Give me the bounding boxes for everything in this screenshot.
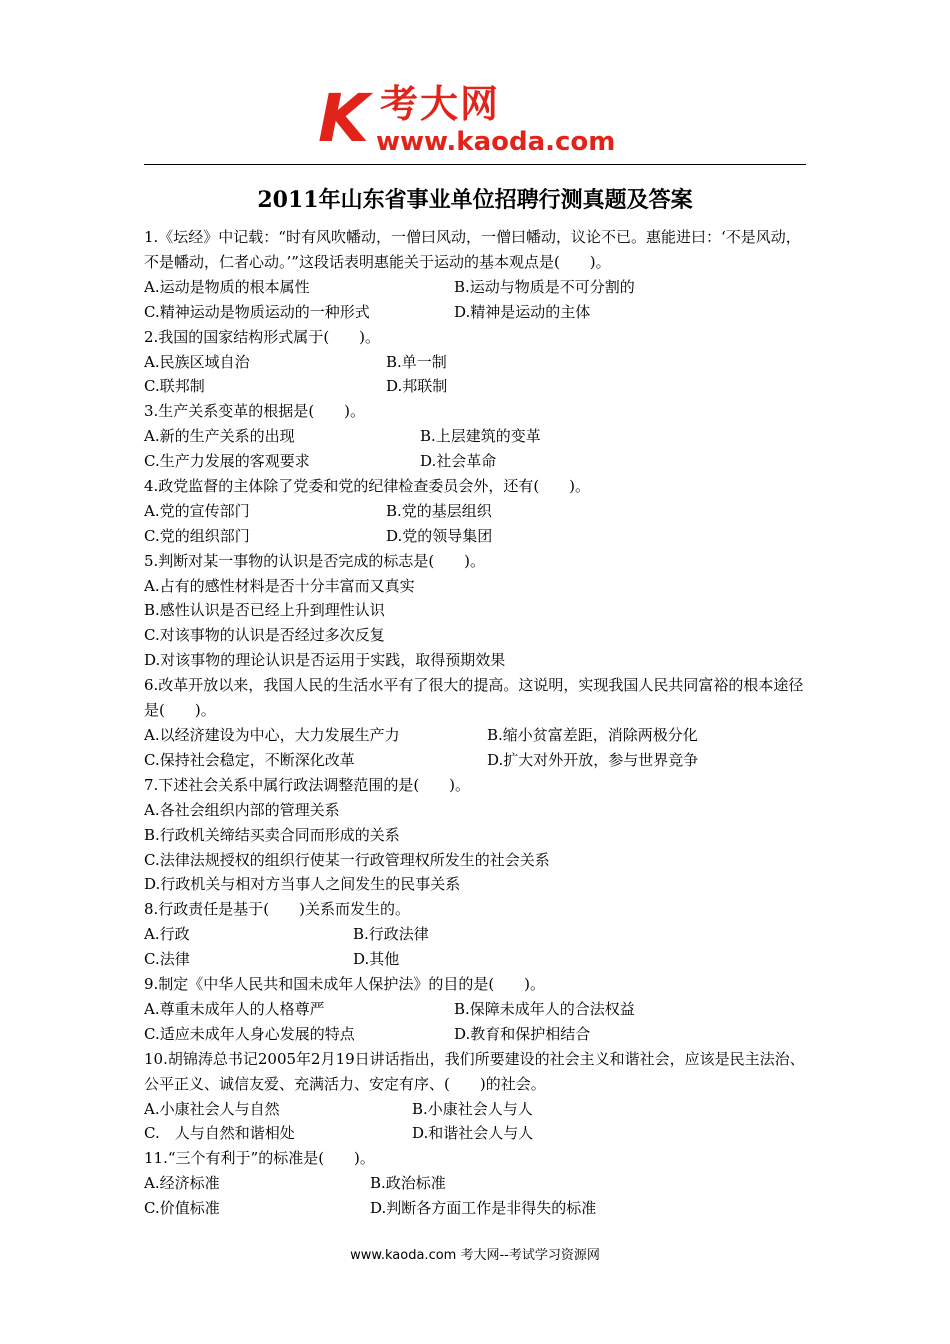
header-divider	[144, 164, 806, 165]
option-11c: C.价值标准	[144, 1199, 220, 1218]
option-10c: C. 人与自然和谐相处	[144, 1124, 295, 1143]
option-2b: B.单一制	[386, 352, 447, 371]
option-10b: B.小康社会人与人	[412, 1099, 533, 1118]
logo-k-mark: K	[318, 80, 370, 157]
option-5d: D.对该事物的理论认识是否运用于实践，取得预期效果	[144, 651, 506, 670]
question-stem-2: 2.我国的国家结构形式属于( )。	[144, 327, 381, 346]
option-7d: D.行政机关与相对方当事人之间发生的民事关系	[144, 875, 461, 894]
option-10a: A.小康社会人与自然	[144, 1099, 280, 1118]
option-1b: B.运动与物质是不可分割的	[454, 277, 635, 296]
option-9d: D.教育和保护相结合	[454, 1024, 591, 1043]
question-list	[144, 225, 808, 1221]
page-footer: www.kaoda.com 考大网--考试学习资源网	[350, 1248, 600, 1263]
option-2d: D.邦联制	[386, 377, 448, 396]
option-8b: B.行政法律	[353, 925, 429, 944]
option-6d: D.扩大对外开放，参与世界竞争	[487, 750, 699, 769]
option-5c: C.对该事物的认识是否经过多次反复	[144, 626, 385, 645]
option-4a: A.党的宣传部门	[144, 501, 250, 520]
option-9a: A.尊重未成年人的人格尊严	[144, 999, 325, 1018]
option-8c: C.法律	[144, 950, 190, 969]
option-2a: A.民族区域自治	[144, 352, 250, 371]
option-1a: A.运动是物质的根本属性	[144, 277, 310, 296]
question-stem-3: 3.生产关系变革的根据是( )。	[144, 402, 366, 421]
option-8d: D.其他	[353, 950, 400, 969]
option-6a: A.以经济建设为中心，大力发展生产力	[144, 726, 400, 744]
option-3b: B.上层建筑的变革	[420, 427, 541, 446]
option-3a: A.新的生产关系的出现	[144, 427, 295, 446]
document-title: 2011年山东省事业单位招聘行测真题及答案	[257, 187, 693, 213]
question-stem-9: 9.制定《中华人民共和国未成年人保护法》的目的是( )。	[144, 975, 546, 993]
option-11b: B.政治标准	[370, 1174, 446, 1193]
option-7b: B.行政机关缔结买卖合同而形成的关系	[144, 825, 400, 844]
question-stem-11: 11.“三个有利于”的标准是( )。	[144, 1149, 375, 1168]
option-4d: D.党的领导集团	[386, 526, 493, 545]
option-5b: B.感性认识是否已经上升到理性认识	[144, 601, 385, 620]
question-stem-5: 5.判断对某一事物的认识是否完成的标志是( )。	[144, 551, 486, 570]
option-11d: D.判断各方面工作是非得失的标准	[370, 1199, 597, 1218]
option-9b: B.保障未成年人的合法权益	[454, 999, 635, 1018]
option-5a: A.占有的感性材料是否十分丰富而又真实	[144, 576, 415, 595]
option-2c: C.联邦制	[144, 377, 205, 396]
logo-url: www.kaoda.com	[376, 127, 616, 157]
question-stem-7: 7.下述社会关系中属行政法调整范围的是( )。	[144, 775, 471, 794]
option-4b: B.党的基层组织	[386, 501, 492, 520]
option-4c: C.党的组织部门	[144, 526, 250, 545]
kaoda-logo	[318, 80, 638, 158]
question-stem-6: 6.改革开放以来，我国人民的生活水平有了很大的提高。这说明，实现我国人民共同富裕的根本途径是( )。	[144, 676, 804, 720]
option-10d: D.和谐社会人与人	[412, 1124, 534, 1143]
question-stem-10: 10.胡锦涛总书记2005年2月19日讲话指出，我们所要建设的社会主义和谐社会，应该是民主法治、公平正义、诚信友爱、充满活力、安定有序、( )的社会。	[144, 1049, 805, 1093]
logo-brand-name: 考大网	[380, 82, 501, 126]
option-7c: C.法律法规授权的组织行使某一行政管理权所发生的社会关系	[144, 850, 550, 869]
option-3d: D.社会革命	[420, 452, 497, 471]
option-8a: A.行政	[144, 925, 190, 944]
option-6c: C.保持社会稳定，不断深化改革	[144, 750, 355, 769]
question-stem-1: 1.《坛经》中记载：“时有风吹幡动，一僧曰风动，一僧曰幡动，议论不已。惠能进曰：‘不是风动，不是幡动，仁者心动。’”这段话表明惠能关于运动的基本观点是( )。	[144, 228, 801, 271]
option-3c: C.生产力发展的客观要求	[144, 452, 310, 471]
option-1d: D.精神是运动的主体	[454, 302, 591, 321]
question-stem-8: 8.行政责任是基于( )关系而发生的。	[144, 900, 411, 919]
option-1c: C.精神运动是物质运动的一种形式	[144, 302, 370, 321]
option-9c: C.适应未成年人身心发展的特点	[144, 1024, 355, 1043]
option-11a: A.经济标准	[144, 1174, 220, 1193]
option-6b: B.缩小贫富差距，消除两极分化	[487, 726, 698, 744]
question-stem-4: 4.政党监督的主体除了党委和党的纪律检查委员会外，还有( )。	[144, 476, 591, 495]
option-7a: A.各社会组织内部的管理关系	[144, 800, 340, 819]
